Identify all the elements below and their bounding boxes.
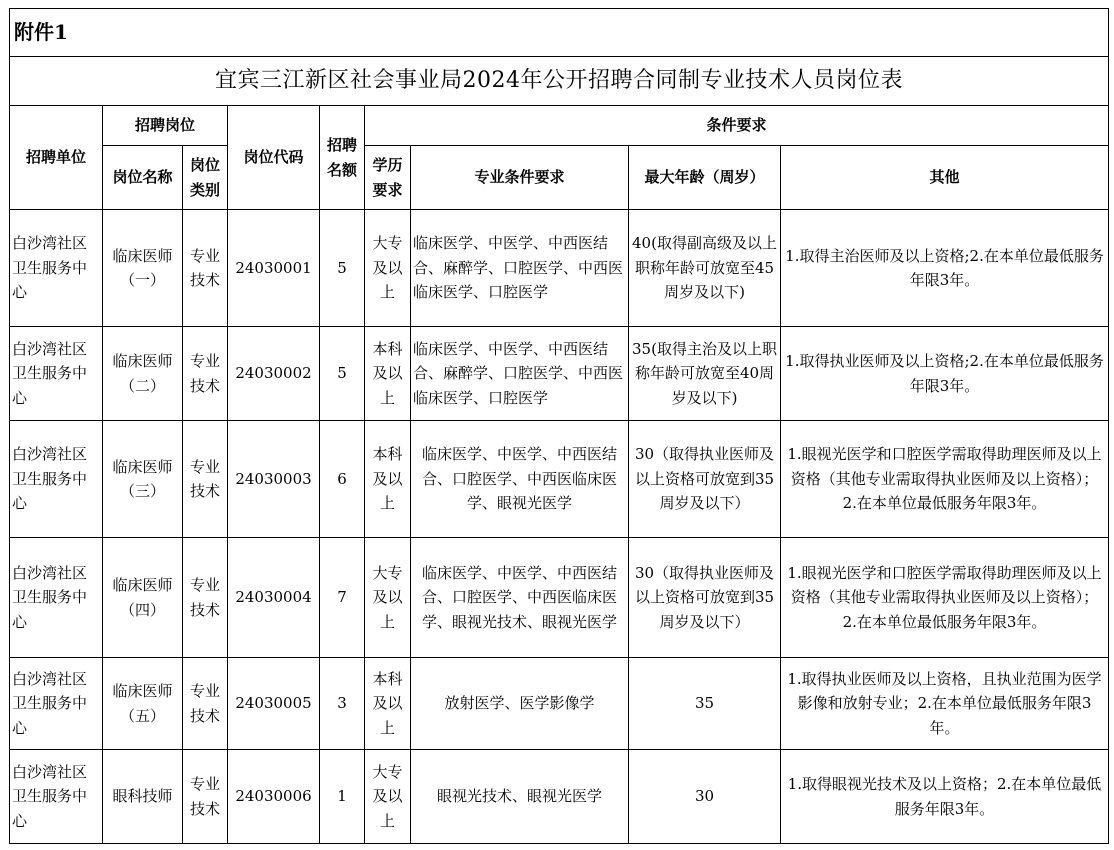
unit-cell: 白沙湾社区卫生服务中心 — [10, 327, 103, 421]
post-type-cell: 专业技术 — [183, 750, 228, 844]
recruitment-table — [9, 8, 1109, 844]
table-row — [10, 538, 1109, 658]
education-cell: 大专及以上 — [365, 210, 411, 327]
header-post-group: 招聘岗位 — [103, 106, 228, 146]
post-name-cell: 临床医师（三） — [103, 421, 183, 538]
table-row — [10, 327, 1109, 421]
unit-cell: 白沙湾社区卫生服务中心 — [10, 658, 103, 750]
age-cell: 30 — [629, 750, 781, 844]
table-row — [10, 421, 1109, 538]
major-cell: 临床医学、中医学、中西医结合、麻醉学、口腔医学、中西医临床医学、口腔医学 — [411, 327, 629, 421]
table-row — [10, 210, 1109, 327]
other-cell: 1.眼视光医学和口腔医学需取得助理医师及以上资格（其他专业需取得执业医师及以上资格）；2.在本单位最低服务年限3年。 — [781, 421, 1109, 538]
post-code-cell: 24030001 — [228, 210, 320, 327]
other-cell: 1.取得眼视光技术及以上资格；2.在本单位最低服务年限3年。 — [781, 750, 1109, 844]
other-cell: 1.取得执业医师及以上资格，且执业范围为医学影像和放射专业；2.在本单位最低服务年限3年。 — [781, 658, 1109, 750]
education-cell: 本科及以上 — [365, 658, 411, 750]
post-code-cell: 24030006 — [228, 750, 320, 844]
unit-cell: 白沙湾社区卫生服务中心 — [10, 421, 103, 538]
age-cell: 30（取得执业医师及以上资格可放宽到35周岁及以下） — [629, 421, 781, 538]
quota-cell: 5 — [320, 327, 365, 421]
table-title: 宜宾三江新区社会事业局2024年公开招聘合同制专业技术人员岗位表 — [10, 57, 1109, 106]
other-cell: 1.取得主治医师及以上资格;2.在本单位最低服务年限3年。 — [781, 210, 1109, 327]
quota-cell: 3 — [320, 658, 365, 750]
table-row — [10, 658, 1109, 750]
quota-cell: 1 — [320, 750, 365, 844]
annex-label: 附件1 — [10, 9, 1109, 57]
post-name-cell: 临床医师（一） — [103, 210, 183, 327]
quota-cell: 5 — [320, 210, 365, 327]
post-code-cell: 24030004 — [228, 538, 320, 658]
post-code-cell: 24030003 — [228, 421, 320, 538]
header-post-name: 岗位名称 — [103, 146, 183, 210]
age-cell: 40(取得副高级及以上职称年龄可放宽至45周岁及以下) — [629, 210, 781, 327]
other-cell: 1.眼视光医学和口腔医学需取得助理医师及以上资格（其他专业需取得执业医师及以上资格）；2.在本单位最低服务年限3年。 — [781, 538, 1109, 658]
header-quota: 招聘名额 — [320, 106, 365, 210]
header-unit: 招聘单位 — [10, 106, 103, 210]
post-type-cell: 专业技术 — [183, 210, 228, 327]
unit-cell: 白沙湾社区卫生服务中心 — [10, 750, 103, 844]
age-cell: 35(取得主治及以上职称年龄可放宽至40周岁及以下) — [629, 327, 781, 421]
post-type-cell: 专业技术 — [183, 327, 228, 421]
post-type-cell: 专业技术 — [183, 658, 228, 750]
quota-cell: 7 — [320, 538, 365, 658]
major-cell: 临床医学、中医学、中西医结合、麻醉学、口腔医学、中西医临床医学、口腔医学 — [411, 210, 629, 327]
header-post-code: 岗位代码 — [228, 106, 320, 210]
table-row — [10, 750, 1109, 844]
other-cell: 1.取得执业医师及以上资格;2.在本单位最低服务年限3年。 — [781, 327, 1109, 421]
post-type-cell: 专业技术 — [183, 421, 228, 538]
header-post-type: 岗位类别 — [183, 146, 228, 210]
unit-cell: 白沙湾社区卫生服务中心 — [10, 538, 103, 658]
major-cell: 放射医学、医学影像学 — [411, 658, 629, 750]
header-conditions: 条件要求 — [365, 106, 1109, 146]
quota-cell: 6 — [320, 421, 365, 538]
header-other: 其他 — [781, 146, 1109, 210]
education-cell: 大专及以上 — [365, 538, 411, 658]
education-cell: 本科及以上 — [365, 421, 411, 538]
age-cell: 30（取得执业医师及以上资格可放宽到35周岁及以下） — [629, 538, 781, 658]
post-code-cell: 24030002 — [228, 327, 320, 421]
header-education: 学历要求 — [365, 146, 411, 210]
education-cell: 大专及以上 — [365, 750, 411, 844]
header-max-age: 最大年龄（周岁） — [629, 146, 781, 210]
major-cell: 临床医学、中医学、中西医结合、口腔医学、中西医临床医学、眼视光技术、眼视光医学 — [411, 538, 629, 658]
post-name-cell: 眼科技师 — [103, 750, 183, 844]
post-type-cell: 专业技术 — [183, 538, 228, 658]
post-code-cell: 24030005 — [228, 658, 320, 750]
major-cell: 眼视光技术、眼视光医学 — [411, 750, 629, 844]
header-major: 专业条件要求 — [411, 146, 629, 210]
post-name-cell: 临床医师（五） — [103, 658, 183, 750]
education-cell: 本科及以上 — [365, 327, 411, 421]
unit-cell: 白沙湾社区卫生服务中心 — [10, 210, 103, 327]
post-name-cell: 临床医师（四） — [103, 538, 183, 658]
post-name-cell: 临床医师（二） — [103, 327, 183, 421]
major-cell: 临床医学、中医学、中西医结合、口腔医学、中西医临床医学、眼视光医学 — [411, 421, 629, 538]
age-cell: 35 — [629, 658, 781, 750]
